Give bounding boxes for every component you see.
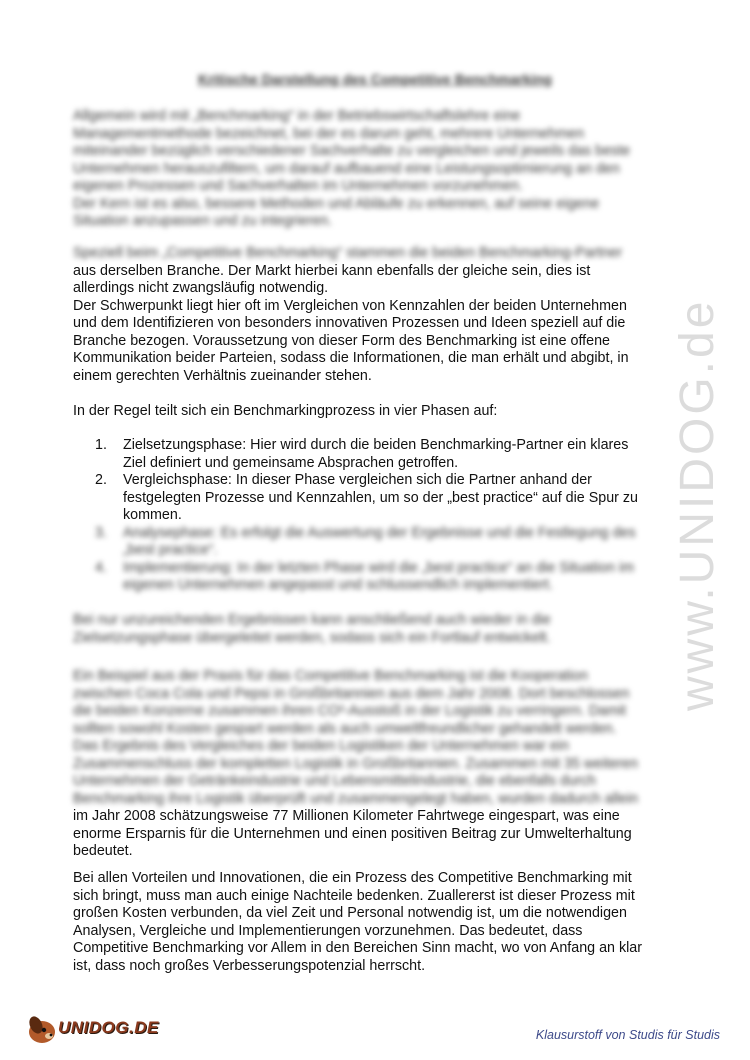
text-line: Analysen, Vergleiche und Implementierungen vorzunehmen. Das bedeutet, dass [73,922,583,939]
list-number: 1. [95,437,107,453]
text-line: ist, dass noch großes Verbesserungspotenzial herrscht. [73,957,426,974]
competitive-paragraph [73,245,673,385]
text-line: einem gerechten Verhältnis zueinander stehen. [73,367,372,384]
text-line: eigenen Unternehmen angepasst und schlussendlich implementiert. [123,577,553,593]
text-line: Der Kern ist es also, bessere Methoden und Abläufe zu erkennen, auf seine eigene [73,195,600,212]
logo-text: UNIDOG.DE [58,1018,159,1037]
text-line: eigenen Prozessen und Sachverhalten im Unternehmen vorzunehmen. [73,178,523,194]
text-line: Analysephase: Es erfolgt die Auswertung der Ergebnisse und die Festlegung des [123,524,636,541]
conclusion-paragraph [73,870,673,975]
loop-paragraph [73,612,673,647]
text-line: Bei allen Vorteilen und Innovationen, die ein Prozess des Competitive Benchmarking mit [73,870,632,886]
text-line: miteinander bezüglich verschiedener Sachverhalte zu vergleichen und jeweils das beste [73,143,631,159]
text-line: Vergleichsphase: In dieser Phase vergleichen sich die Partner anhand der [123,472,592,488]
text-line: Zusammenschluss der kompletten Logistik in Großbritannien. Zusammen mit 35 weiteren [73,755,638,772]
text-line: und dem Identifizieren von besonders innovativen Prozessen und Ideen speziell auf die [73,315,626,331]
text-line: Allgemein wird mit „Benchmarking“ in der Betriebswirtschaftslehre eine [73,108,521,124]
example-paragraph [73,668,673,861]
text-line: großen Kosten verbunden, da viel Zeit und Personal notwendig ist, um die notwendigen [73,905,627,921]
text-line: enorme Ersparnis für die Unternehmen und einen positiven Beitrag zur Umwelterhaltung [73,825,632,842]
text-line: aus derselben Branche. Der Markt hierbei kann ebenfalls der gleiche sein, dies ist [73,262,591,279]
text-line: kommen. [123,507,182,523]
text-line: Benchmarking ihre Logistik überprüft und zusammengelegt haben, wurden dadurch allein [73,790,639,807]
text-line: bedeutet. [73,843,133,859]
list-number: 4. [95,559,107,576]
footer-slogan: Klausurstoff von Studis für Studis [535,1028,720,1042]
text-line: Unternehmen herauszufiltern, um darauf aufbauend eine Leistungsoptimierung an den [73,160,620,177]
list-item [73,437,693,472]
text-line: sich bringt, muss man auch einige Nachteile bedenken. Zuallererst ist dieser Prozess mit [73,887,635,904]
text-line: die beiden Konzerne zusammen ihren CO²-Ausstoß in der Logistik zu verringern. Damit [73,703,627,719]
text-line: „best practice“. [123,542,218,558]
text-line: Speziell beim „Competitive Benchmarking“ stammen die beiden Benchmarking-Partner [73,245,623,261]
list-item [73,525,693,560]
text-line: Kommunikation beider Parteien, sodass die Informationen, die man erhält und abgibt, in [73,350,629,366]
text-line: Implementierung: In der letzten Phase wird die „best practice“ an die Situation im [123,559,634,576]
document-title: Kritische Darstellung des Competitive Benchmarking [198,71,552,87]
text-line: Branche bezogen. Voraussetzung von dieser Form des Benchmarking ist eine offene [73,332,610,349]
text-line: Zielsetzungsphase: Hier wird durch die beiden Benchmarking-Partner ein klares [123,437,629,453]
text-line: Ein Beispiel aus der Praxis für das Competitive Benchmarking ist die Kooperation [73,668,588,684]
text-line: zwischen Coca Cola und Pepsi in Großbritannien aus dem Jahr 2008. Dort beschlossen [73,685,630,702]
intro-paragraph [73,108,673,231]
list-number: 3. [95,524,107,541]
text-line: sollten sowohl Kosten gespart werden als auch umweltfreundlicher gehandelt werden. [73,720,617,737]
text-line: im Jahr 2008 schätzungsweise 77 Millionen Kilometer Fahrtwege eingespart, was eine [73,808,620,824]
text-line: Situation anzupassen und zu integrieren. [73,213,333,229]
text-line: Bei nur unzureichenden Ergebnissen kann anschließend auch wieder in die [73,612,551,628]
list-number: 2. [95,472,107,488]
text-line: Der Schwerpunkt liegt hier oft im Vergleichen von Kennzahlen der beiden Unternehmen [73,297,627,314]
list-item [73,472,693,525]
text-line: allerdings nicht zwangsläufig notwendig. [73,280,329,296]
list-item [73,560,693,595]
watermark: www.UNIDOG.de [671,298,724,712]
text-line: Competitive Benchmarking vor Allem in den Bereichen Sinn macht, wo von Anfang an klar [73,940,642,956]
phases-list [73,437,693,595]
text-line: Ziel definiert und gemeinsame Absprachen getroffen. [123,454,459,471]
phases-intro: In der Regel teilt sich ein Benchmarkingprozess in vier Phasen auf: [73,403,498,419]
text-line: Managementmethode bezeichnet, bei der es darum geht, mehrere Unternehmen [73,125,585,142]
text-line: festgelegten Prozesse und Kennzahlen, um so der „best practice“ auf die Spur zu [123,489,638,506]
text-line: Das Ergebnis des Vergleiches der beiden Logistiken der Unternehmen war ein [73,738,569,754]
text-line: Zielsetzungsphase übergeleitet werden, sodass sich ein Fortlauf entwickelt. [73,629,551,646]
text-line: Unternehmen der Getränkeindustrie und Lebensmittelindustrie, die ebenfalls durch [73,773,596,789]
